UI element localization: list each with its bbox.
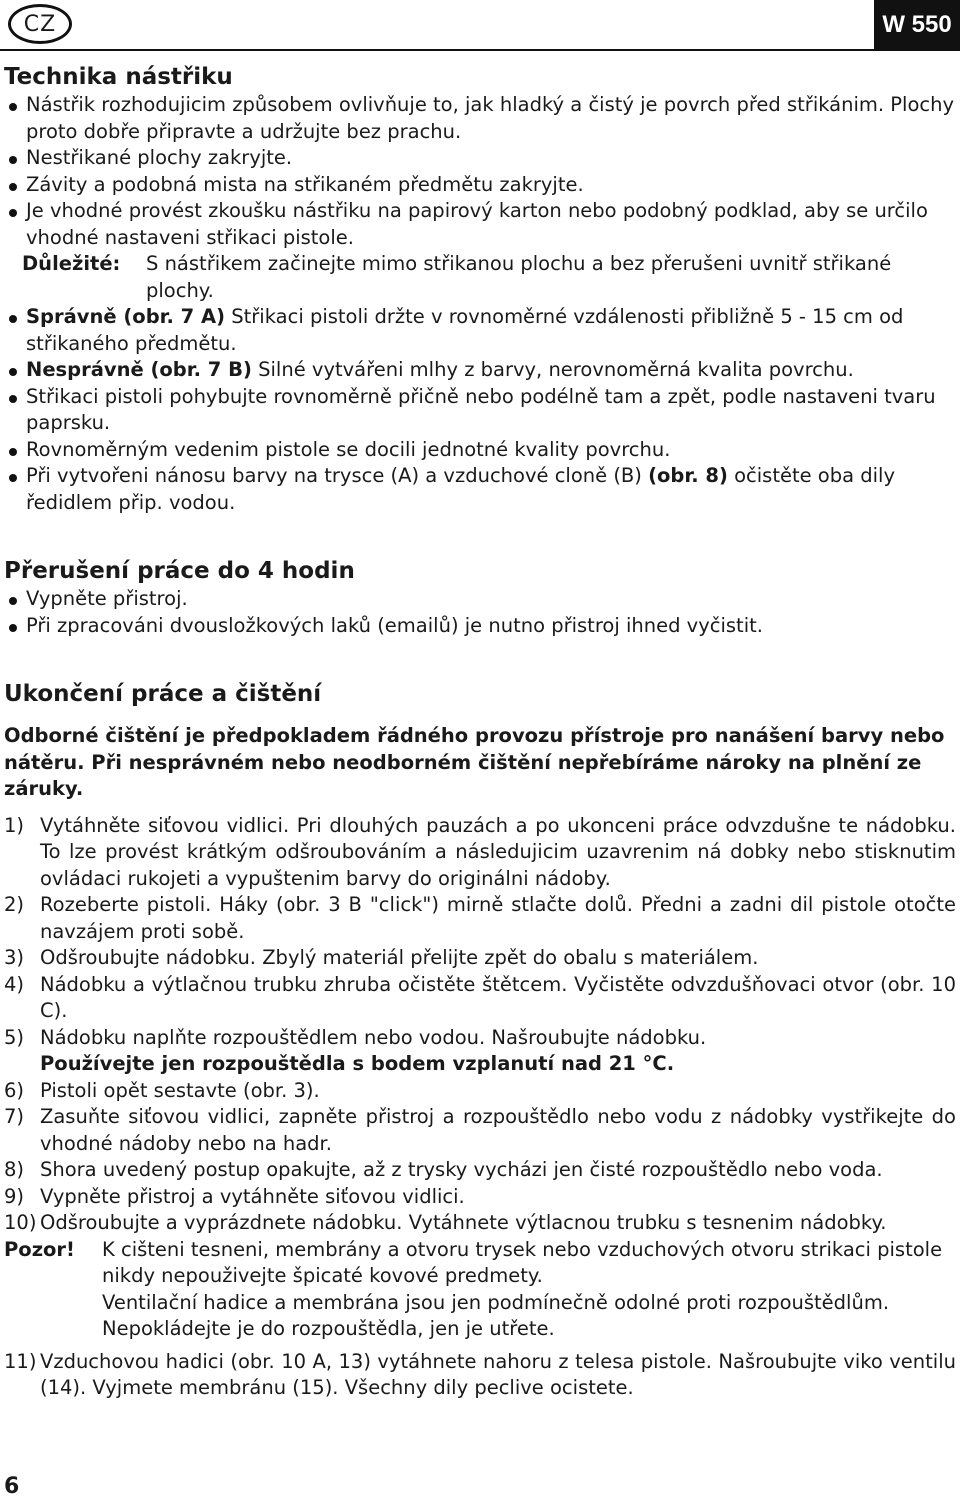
language-code: CZ [23,11,57,37]
page-number: 6 [4,1474,20,1499]
step-item [4,945,956,972]
step-text: Rozeberte pistoli. Háky (obr. 3 B "click") mirně stlačte dolů. Předni a zadni dil pistole otočte navzájem proti sobě. [40,893,956,943]
list-item-text: očistěte oba dily ředidlem přip. vodou. [26,464,896,514]
step-item [4,813,956,893]
cleaning-intro: Odborné čištění je předpokladem řádného provozu přístroje pro nanášení barvy nebo nátěru. Při nesprávném nebo neodborném čištění nepřebíráme nároky na plnění ze záruky. [4,724,945,800]
step-number: 6) [4,1078,25,1102]
section-title-interruption: Přerušení práce do 4 hodin [4,558,355,584]
step-item [4,1104,956,1157]
figure-reference: (obr. 8) [648,464,728,487]
list-item: Střikaci pistoli pohybujte rovnoměrně přičně nebo podélně tam a zpět, podle nastaveni tvaru paprsku. [4,384,956,437]
correct-label: Správně (obr. 7 A) [26,305,226,328]
list-item: Nástřik rozhodujicim způsobem ovlivňuje to, jak hladký a čistý je povrch před střikánim. Plochy proto dobře připravte a udržujte bez prachu. [4,92,956,145]
step-number: 5) [4,1025,25,1049]
section-title-cleaning: Ukončení práce a čištění [4,681,322,707]
list-item: Nestřikané plochy zakryjte. [4,145,956,172]
step-text: Odšroubujte nádobku. Zbylý materiál přelijte zpět do obalu s materiálem. [40,946,759,969]
list-item: Vypněte přistroj. [4,586,956,613]
step-number: 8) [4,1158,25,1181]
incorrect-text: Silné vytvářeni mlhy z barvy, nerovnoměrná kvalita povrchu. [251,358,854,381]
step-text: Nádobku a výtlačnou trubku zhruba očistěte štětcem. Vyčistěte odvzdušňovaci otvor (obr. 10 C). [40,972,956,1022]
spray-technique-list [4,92,956,251]
step-item [4,972,956,1025]
step-item [4,1025,956,1078]
caution-label: Pozor! [4,1237,75,1261]
step-item [4,1210,956,1237]
spacer [4,639,956,679]
step-number: 9) [4,1184,25,1208]
step-number: 11) [4,1349,37,1373]
model-badge [874,0,960,49]
caution-line: Ventilační hadice a membrána jsou jen podmínečně odolné proti rozpouštědlům. Nepokládejte je do rozpouštědla, jen je utřete. [102,1290,890,1340]
list-item [4,357,956,384]
caution-note [4,1237,956,1343]
model-name: W 550 [882,10,952,38]
step-text: Shora uvedený postup opakujte, až z trysky vycházi jen čisté rozpouštědlo nebo voda. [40,1158,883,1181]
important-text: S nástřikem začinejte mimo střikanou plochu a bez přerušeni uvnitř střikané plochy. [146,252,892,302]
interruption-list [4,586,956,639]
step-number: 4) [4,972,25,996]
content [4,62,956,1402]
step-text-group [40,1025,956,1078]
step-text: Vytáhněte siťovou vidlici. Pri dlouhých pauzách a po ukonceni práce odvzdušne te nádobku. To lze provést krátkým odšroubováním a následujicim uzavrenim ná dobky nebo stisknutim ovládaci rukojeti a vypuštenim barvy do originálni nádoby. [40,813,956,890]
solvent-warning: Používejte jen rozpouštědla s bodem vzplanutí nad 21 °C. [40,1052,675,1075]
step-item [4,1349,956,1402]
list-item: Je vhodné provést zkoušku nástřiku na papirový karton nebo podobný podklad, aby se určilo vhodné nastaveni střikaci pistole. [4,198,956,251]
list-item: Při zpracováni dvousložkových laků (emailů) je nutno přistroj ihned vyčistit. [4,613,956,640]
step-number: 7) [4,1105,25,1128]
important-note [4,251,956,304]
spacer [4,516,956,556]
cleaning-steps-continued [4,1349,956,1402]
step-item [4,1157,956,1184]
step-text: Pistoli opět sestavte (obr. 3). [40,1078,320,1102]
step-text: Nádobku naplňte rozpouštědlem nebo vodou. Našroubujte nádobku. [40,1025,707,1049]
important-label: Důležité: [22,252,121,275]
step-item [4,1184,956,1211]
step-number: 2) [4,893,25,916]
cleaning-steps [4,813,956,1237]
step-text: Vypněte přistroj a vytáhněte siťovou vidlici. [40,1184,465,1208]
list-item: Závity a podobná mista na střikaném předmětu zakryjte. [4,172,956,199]
step-item [4,892,956,945]
step-text: Odšroubujte a vyprázdnete nádobku. Vytáhnete výtlacnou trubku s tesnenim nádobky. [40,1211,887,1234]
incorrect-label: Nesprávně (obr. 7 B) [26,358,252,381]
list-item [4,304,956,357]
spray-technique-list-2 [4,304,956,516]
step-text: Vzduchovou hadici (obr. 10 A, 13) vytáhnete nahoru z telesa pistole. Našroubujte viko ventilu (14). Vyjmete membránu (15). Všechny dily peclive ocistete. [40,1349,956,1399]
list-item: Rovnoměrným vedenim pistole se docili jednotné kvality povrchu. [4,437,956,464]
caution-text [102,1237,956,1343]
caution-line: K cišteni tesneni, membrány a otvoru trysek nebo vzduchových otvoru strikaci pistole nikdy nepouživejte špicaté kovové predmety. [102,1237,943,1287]
correct-text: Střikaci pistoli držte v rovnoměrné vzdálenosti přibližně 5 - 15 cm od střikaného předmětu. [26,305,904,355]
step-number: 1) [4,813,25,837]
language-badge [8,4,72,44]
list-item [4,463,956,516]
step-number: 3) [4,946,25,969]
list-item-text: Při vytvořeni nánosu barvy na trysce (A) a vzduchové cloně (B) [26,464,649,487]
step-item [4,1078,956,1105]
step-number: 10) [4,1211,37,1234]
header-rule [0,49,960,51]
section-title-spray-technique: Technika nástřiku [4,64,233,90]
step-text: Zasuňte siťovou vidlici, zapněte přistroj a rozpouštědlo nebo vodu z nádobky vystřikejte do vhodné nádoby nebo na hadr. [40,1105,956,1155]
